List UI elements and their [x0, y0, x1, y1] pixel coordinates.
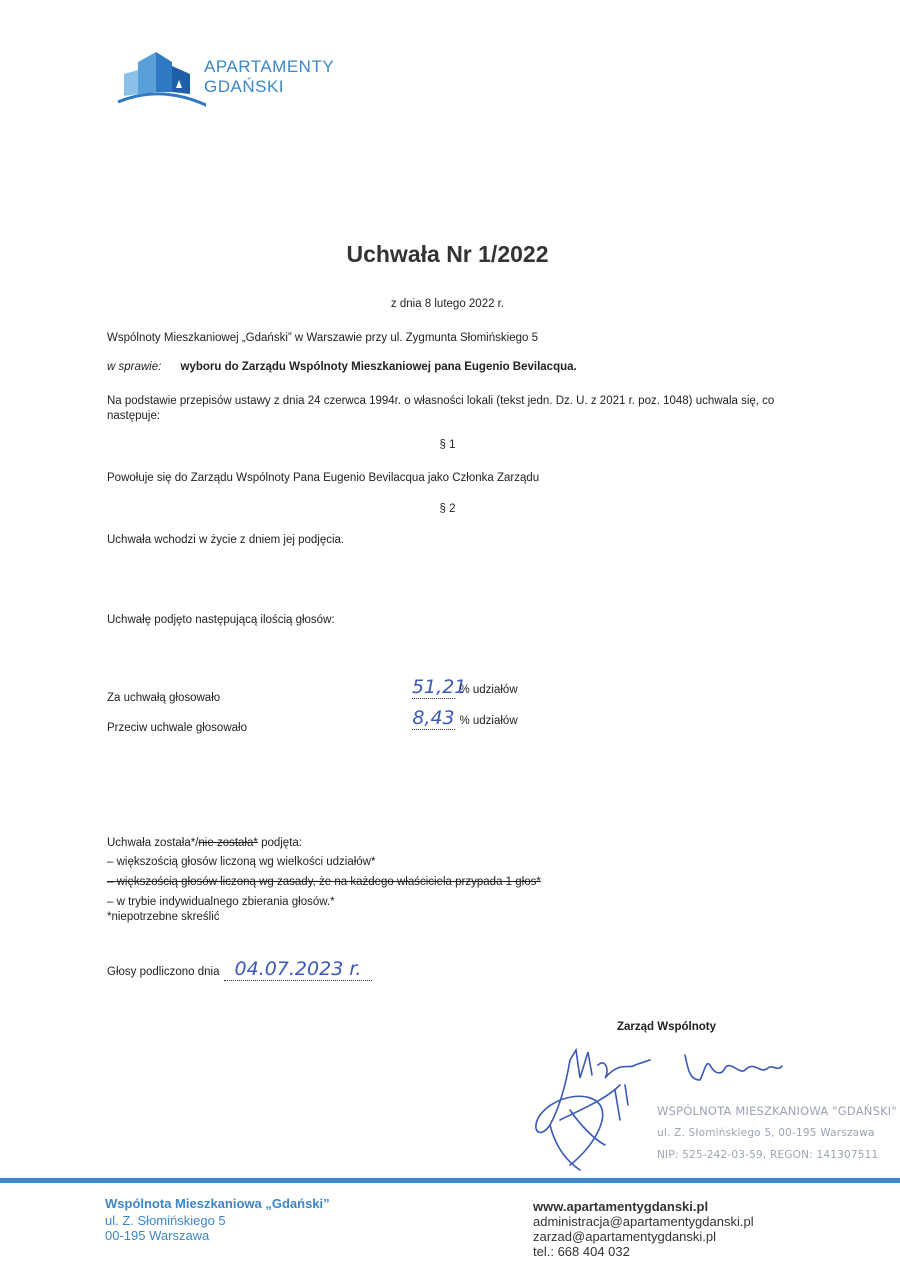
adoption-footnote: *niepotrzebne skreślić [107, 911, 220, 923]
section2-mark: § 2 [439, 503, 456, 515]
legal-basis-line1: Na podstawie przepisów ustawy z dnia 24 czerwca 1994r. o własności lokali (tekst jedn. Dz. U. z 2021 r. poz. 1048) uchwala się, co [107, 395, 775, 407]
logo-text-line1: APARTAMENTY [204, 57, 335, 76]
adoption-suffix: podjęta: [257, 837, 302, 849]
votes-against-row [412, 707, 518, 730]
footer-org-name: Wspólnota Mieszkaniowa „Gdański” [105, 1196, 330, 1211]
votes-against-unit: % udziałów [459, 715, 518, 727]
adoption-prefix: Uchwała została*/ [107, 837, 199, 849]
logo-graphic [116, 44, 206, 114]
company-logo [116, 44, 346, 114]
footer-website[interactable]: www.apartamentygdanski.pl [533, 1199, 709, 1214]
count-date: 04.07.2023 r. [224, 958, 372, 981]
footer-street: ul. Z. Słomińskiego 5 [105, 1213, 226, 1228]
votes-against-value: 8,43 [412, 707, 455, 729]
votes-for-value: 51,21 [412, 676, 467, 698]
adoption-option-3: – w trybie indywidualnego zbierania głosów.* [107, 896, 335, 908]
votes-for-label: Za uchwałą głosowało [107, 692, 221, 704]
footer-email-admin[interactable]: administracja@apartamentygdanski.pl [533, 1214, 754, 1229]
votes-for-unit: % udziałów [459, 684, 518, 696]
votes-intro: Uchwałę podjęto następującą ilością głosów: [107, 614, 335, 626]
stamp-line2: ul. Z. Słomińskiego 5, 00-195 Warszawa [657, 1127, 875, 1139]
subject-line [107, 361, 577, 373]
section2-text: Uchwała wchodzi w życie z dniem jej podjęcia. [107, 534, 345, 546]
adoption-line [107, 837, 302, 849]
footer-city: 00-195 Warszawa [105, 1228, 210, 1243]
stamp-line1: WSPÓLNOTA MIESZKANIOWA "GDAŃSKI" [657, 1104, 897, 1118]
board-label: Zarząd Wspólnoty [617, 1021, 717, 1033]
subject-label: w sprawie: [107, 361, 162, 373]
community-line: Wspólnoty Mieszkaniowej „Gdański” w Warszawie przy ul. Zygmunta Słomińskiego 5 [107, 332, 538, 344]
footer-divider [0, 1178, 900, 1183]
stamp-line3: NIP: 525-242-03-59, REGON: 141307511 [657, 1149, 879, 1161]
votes-against-label: Przeciw uchwale głosowało [107, 722, 247, 734]
votes-for-row [412, 676, 518, 699]
adoption-option-1: – większością głosów liczoną wg wielkości udziałów* [107, 856, 376, 868]
count-line [107, 958, 372, 981]
date-line: z dnia 8 lutego 2022 r. [390, 298, 505, 310]
section1-mark: § 1 [439, 439, 456, 451]
section1-text: Powołuje się do Zarządu Wspólnoty Pana Eugenio Bevilacqua jako Członka Zarządu [107, 472, 540, 484]
adoption-struck: nie została* [198, 837, 258, 849]
adoption-option-2: – większością głosów liczoną wg zasady, że na każdego właściciela przypada 1 głos* [107, 876, 541, 888]
footer-phone: tel.: 668 404 032 [533, 1244, 630, 1259]
document-title: Uchwała Nr 1/2022 [346, 241, 549, 267]
footer-email-board[interactable]: zarzad@apartamentygdanski.pl [533, 1229, 717, 1244]
count-label: Głosy podliczono dnia [107, 966, 220, 978]
legal-basis-line2: następuje: [107, 410, 161, 422]
subject-text: wyboru do Zarządu Wspólnoty Mieszkaniowej pana Eugenio Bevilacqua. [180, 361, 577, 373]
logo-text-line2: GDAŃSKI [204, 77, 285, 96]
